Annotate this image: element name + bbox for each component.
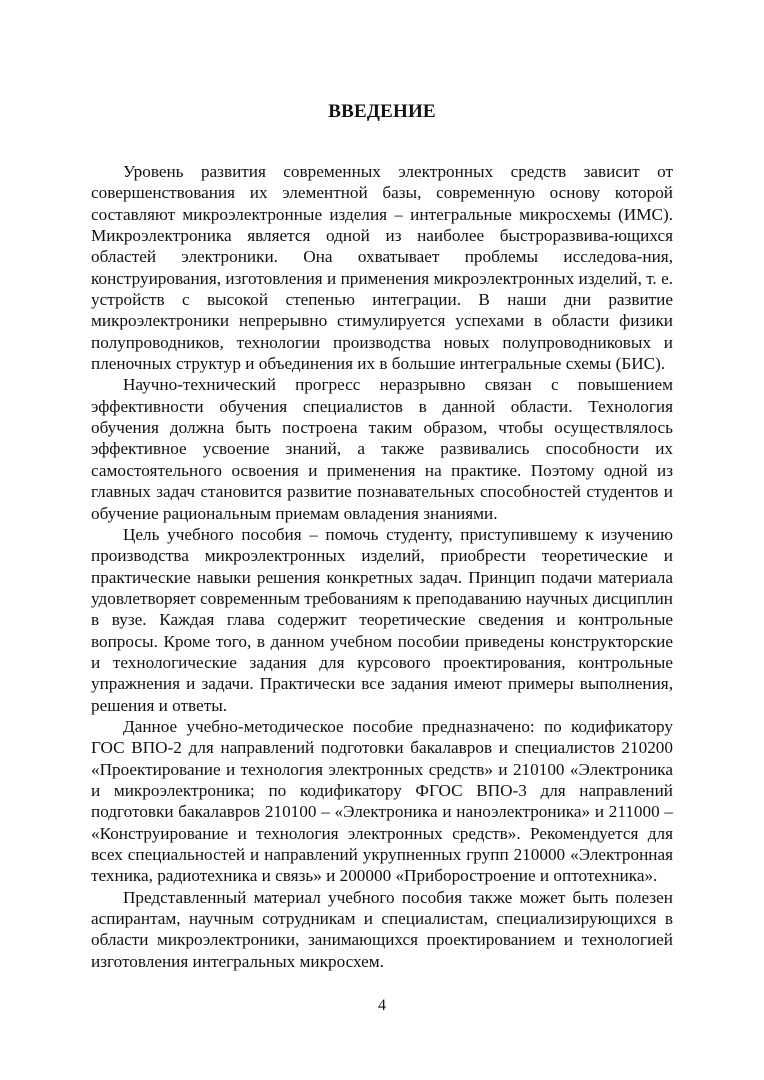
- paragraph-intended-use: Данное учебно-методическое пособие предназначено: по кодификатору ГОС ВПО-2 для направлений подготовки бакалавров и специалистов 210200 «Проектирование и технология электронных средств» и 210100 «Электроника и микроэлектроника; по кодификатору ФГОС ВПО-3 для направлений подготовки бакалавров 210100 – «Электроника и наноэлектроника» и 211000 – «Конструирование и технология электронных средств». Рекомендуется для всех специальностей и направлений укрупненных групп 210000 «Электронная техника, радиотехника и связь» и 200000 «Приборостроение и оптотехника».: [91, 716, 673, 886]
- paragraph-introduction: Уровень развития современных электронных средств зависит от совершенствования их элементной базы, современную основу которой составляют микроэлектронные изделия – интегральные микросхемы (ИМС). Микроэлектроника является одной из наиболее быстроразвива-ющихся областей электроники. Она охватывает проблемы исследова-ния, конструирования, изготовления и применения микроэлектронных изделий, т. е. устройств с высокой степенью интеграции. В наши дни развитие микроэлектроники непрерывно стимулируется успехами в области физики полупроводников, технологии производства новых полупроводниковых и пленочных структур и объединения их в большие интегральные схемы (БИС).: [91, 162, 673, 374]
- page-number: 4: [378, 997, 386, 1014]
- paragraph-audience: Представленный материал учебного пособия также может быть полезен аспирантам, научным сотрудникам и специалистам, специализирующихся в области микроэлектроники, занимающихся проектированием и технологией изготовления интегральных микросхем.: [91, 887, 673, 971]
- paragraph-purpose: Цель учебного пособия – помочь студенту, приступившему к изучению производства микроэлектронных изделий, приобрести теоретические и практические навыки решения конкретных задач. Принцип подачи материала удовлетворяет современным требованиям к преподаванию научных дисциплин в вузе. Каждая глава содержит теоретические сведения и контрольные вопросы. Кроме того, в данном учебном пособии приведены конструкторские и технологические задания для курсового проектирования, контрольные упражнения и задачи. Практически все задания имеют примеры выполнения, решения и ответы.: [91, 524, 673, 715]
- paragraph-progress: Научно-технический прогресс неразрывно связан с повышением эффективности обучения специалистов в данной области. Технология обучения должна быть построена таким образом, чтобы осуществлялось эффективное усвоение знаний, а также развивались способности их самостоятельного освоения и применения на практике. Поэтому одной из главных задач становится развитие познавательных способностей студентов и обучение рациональным приемам овладения знаниями.: [91, 375, 673, 523]
- body-text: [91, 161, 673, 972]
- page-title: ВВЕДЕНИЕ: [328, 101, 436, 122]
